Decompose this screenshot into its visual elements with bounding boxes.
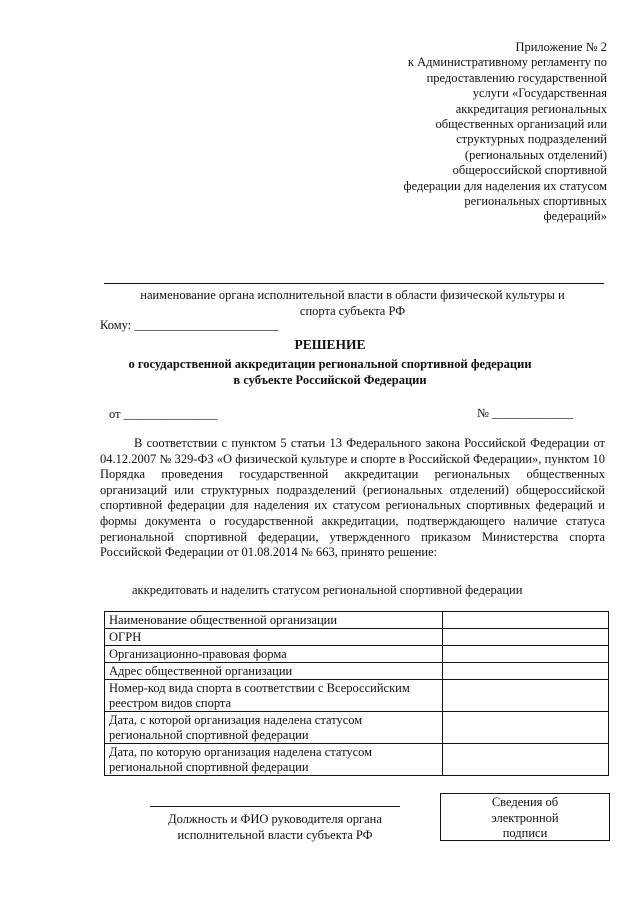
annex-line: (региональных отделений): [464, 147, 607, 162]
table-row: [105, 712, 609, 744]
number-field: № _____________: [477, 406, 574, 420]
annex-line: услуги «Государственная: [472, 86, 607, 101]
document-subtitle: [60, 356, 600, 388]
esig-line: электронной: [491, 810, 559, 825]
recipient-field: Кому: _______________________: [100, 318, 279, 332]
annex-header: [367, 40, 607, 225]
date-field: от _______________: [109, 407, 218, 421]
table-row: [105, 629, 609, 646]
annex-line: общероссийской спортивной: [452, 163, 607, 178]
esig-line: подписи: [502, 826, 548, 840]
annex-line: общественных организаций или: [435, 117, 607, 132]
row-label: ОГРН: [105, 629, 443, 646]
annex-line: аккредитация региональных: [455, 101, 607, 116]
annex-line: федераций»: [543, 209, 607, 224]
annex-line: федерации для наделения их статусом: [403, 178, 607, 193]
annex-line: региональных спортивных: [464, 194, 607, 209]
row-value: [443, 629, 609, 646]
table-row: [105, 646, 609, 663]
row-value: [443, 712, 609, 744]
row-label: Организационно-правовая форма: [105, 646, 443, 663]
annex-line: предоставлению государственной: [426, 70, 607, 85]
row-label: Дата, с которой организация наделена статусом региональной спортивной федерации: [105, 712, 443, 744]
authority-fill-line: [104, 283, 604, 284]
signature-caption-line: Должность и ФИО руководителя органа: [168, 812, 382, 826]
body-paragraph: [100, 436, 605, 561]
annex-line: структурных подразделений: [456, 132, 607, 147]
annex-line: Приложение № 2: [515, 40, 607, 54]
row-value: [443, 680, 609, 712]
row-label: Адрес общественной организации: [105, 663, 443, 680]
row-value: [443, 663, 609, 680]
table-row: [105, 612, 609, 629]
authority-caption-line: наименование органа исполнительной власти в области физической культуры и: [140, 288, 565, 302]
table-row: [105, 663, 609, 680]
subtitle-line: в субъекте Российской Федерации: [233, 373, 427, 387]
row-label: Номер-код вида спорта в соответствии с Всероссийским реестром видов спорта: [105, 680, 443, 712]
annex-line: к Административному регламенту по: [407, 55, 607, 70]
body-text: В соответствии с пунктом 5 статьи 13 Федерального закона Российской Федерации от 04.12.2007 № 329-ФЗ «О физической культуре и спорте в Российской Федерации», пунктом 10 Порядка проведения государственной аккредитации региональных общественных организаций или структурных подразделений (региональных отделений) общероссийской спортивной федерации для наделения их статусом региональных спортивных федераций и формы документа о государственной аккредитации, подтверждающего наличие статуса региональной спортивной федерации, утвержденного приказом Министерства спорта Российской Федерации от 01.08.2014 № 663, принято решение:: [100, 436, 605, 560]
authority-caption-line: спорта субъекта РФ: [299, 303, 406, 318]
table-row: [105, 680, 609, 712]
signature-fill-line: [150, 806, 400, 807]
electronic-signature-box: [440, 793, 610, 841]
document-title: РЕШЕНИЕ: [294, 337, 366, 352]
decision-text: аккредитовать и наделить статусом региональной спортивной федерации: [132, 583, 523, 597]
esig-line: Сведения об: [491, 795, 559, 809]
organization-info-table: [104, 611, 609, 776]
row-label: Дата, по которую организация наделена статусом региональной спортивной федерации: [105, 744, 443, 776]
signature-caption: [120, 811, 430, 843]
subtitle-line: о государственной аккредитации региональной спортивной федерации: [128, 357, 532, 371]
table-row: [105, 744, 609, 776]
row-value: [443, 646, 609, 663]
row-value: [443, 612, 609, 629]
row-value: [443, 744, 609, 776]
signature-caption-line: исполнительной власти субъекта РФ: [177, 828, 373, 842]
authority-caption: [100, 288, 605, 319]
row-label: Наименование общественной организации: [105, 612, 443, 629]
